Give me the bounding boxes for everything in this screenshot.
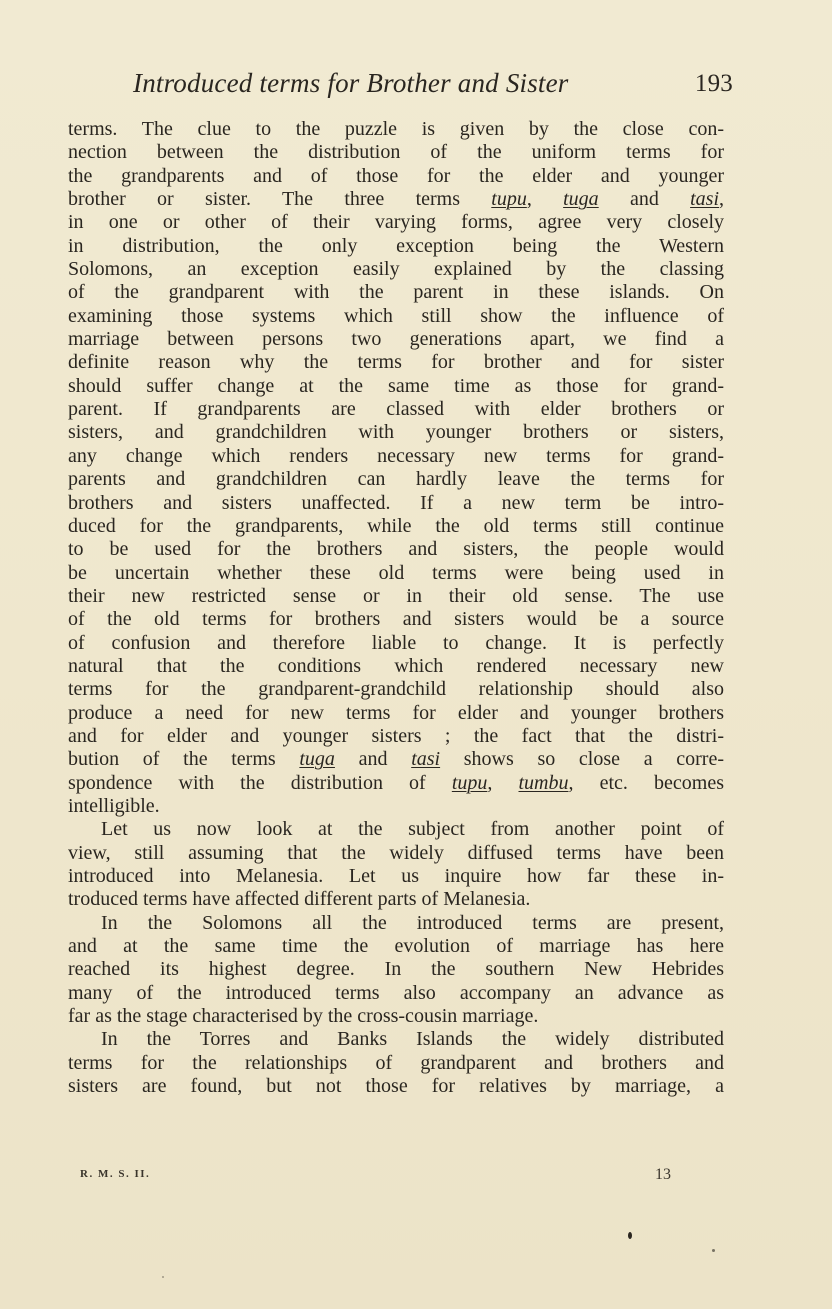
text-run: sisters, and grandchildren with younger brothers or sisters, bbox=[68, 421, 724, 444]
text-line bbox=[68, 188, 724, 211]
text-line bbox=[68, 328, 724, 351]
text-run: of the grandparent with the parent in these islands. On bbox=[68, 281, 724, 304]
text-line bbox=[68, 702, 724, 725]
text-run: view, still assuming that the widely diffused terms have been bbox=[68, 841, 724, 864]
text-run: in one or other of their varying forms, agree very closely bbox=[68, 211, 724, 234]
text-run: brother or sister. The three terms bbox=[68, 188, 492, 211]
text-line bbox=[68, 585, 724, 608]
text-run: in distribution, the only exception being the Western bbox=[68, 234, 724, 257]
text-line bbox=[68, 492, 724, 515]
text-run: marriage between persons two generations apart, we find a bbox=[68, 328, 724, 351]
paragraph bbox=[68, 1028, 724, 1098]
text-run: In the Solomons all the introduced terms are present, bbox=[101, 911, 724, 934]
text-run: , bbox=[487, 771, 519, 794]
text-line bbox=[68, 1005, 724, 1028]
text-run: duced for the grandparents, while the old terms still continue bbox=[68, 514, 724, 537]
text-line bbox=[68, 842, 724, 865]
text-line bbox=[68, 211, 724, 234]
text-line bbox=[68, 1075, 724, 1098]
text-run: and for elder and younger sisters ; the fact that the distri- bbox=[68, 724, 724, 747]
text-line bbox=[68, 818, 724, 841]
text-run: shows so close a corre- bbox=[440, 748, 724, 771]
text-run: examining those systems which still show the influence of bbox=[68, 304, 724, 327]
text-line bbox=[68, 1028, 724, 1051]
text-run: any change which renders necessary new terms for grand- bbox=[68, 444, 724, 467]
text-line bbox=[68, 608, 724, 631]
text-line bbox=[68, 678, 724, 701]
text-run: terms. The clue to the puzzle is given by the close con- bbox=[68, 118, 724, 140]
text-line bbox=[68, 235, 724, 258]
paragraph bbox=[68, 912, 724, 1029]
text-line bbox=[68, 165, 724, 188]
ink-speck bbox=[712, 1249, 715, 1252]
text-run: and bbox=[598, 188, 691, 211]
text-line bbox=[68, 912, 724, 935]
text-run: terms for the relationships of grandparent and brothers and bbox=[68, 1051, 724, 1074]
text-line bbox=[68, 141, 724, 164]
text-line bbox=[68, 748, 724, 771]
running-head bbox=[133, 68, 733, 108]
text-line bbox=[68, 655, 724, 678]
text-line bbox=[68, 468, 724, 491]
text-run: terms for the grandparent-grandchild relationship should also bbox=[68, 678, 724, 701]
text-line bbox=[68, 562, 724, 585]
text-line bbox=[68, 375, 724, 398]
text-line bbox=[68, 1052, 724, 1075]
text-run: natural that the conditions which rendered necessary new bbox=[68, 654, 724, 677]
text-line bbox=[68, 632, 724, 655]
signature-mark: R. M. S. II. bbox=[80, 1168, 151, 1180]
text-line bbox=[68, 281, 724, 304]
italic-term: tuga bbox=[563, 188, 599, 211]
text-run: many of the introduced terms also accompany an advance as bbox=[68, 981, 724, 1004]
ink-speck bbox=[628, 1232, 632, 1239]
text-run: and at the same time the evolution of marriage has here bbox=[68, 935, 724, 958]
text-run: produce a need for new terms for elder and younger brothers bbox=[68, 701, 724, 724]
text-line bbox=[68, 445, 724, 468]
text-run: sisters are found, but not those for relatives by marriage, a bbox=[68, 1075, 724, 1098]
text-run: brothers and sisters unaffected. If a new term be intro- bbox=[68, 491, 724, 514]
text-line bbox=[68, 772, 724, 795]
text-line bbox=[68, 935, 724, 958]
text-run: spondence with the distribution of bbox=[68, 771, 452, 794]
text-run: In the Torres and Banks Islands the widely distributed bbox=[101, 1028, 724, 1051]
text-run: be uncertain whether these old terms were being used in bbox=[68, 561, 724, 584]
text-line bbox=[68, 258, 724, 281]
text-line bbox=[68, 118, 724, 141]
text-run: Solomons, an exception easily explained by the classing bbox=[68, 258, 724, 281]
text-run: of the old terms for brothers and sisters would be a source bbox=[68, 608, 724, 631]
italic-term: tupu bbox=[451, 771, 488, 794]
sheet-number: 13 bbox=[655, 1166, 671, 1183]
text-line bbox=[68, 398, 724, 421]
text-run: parents and grandchildren can hardly leave the terms for bbox=[68, 468, 724, 491]
text-run: should suffer change at the same time as those for grand- bbox=[68, 374, 724, 397]
text-run: , bbox=[719, 188, 724, 211]
italic-term: tumbu bbox=[518, 771, 569, 794]
text-run: intelligible. bbox=[68, 794, 160, 817]
text-run: far as the stage characterised by the cross-cousin marriage. bbox=[68, 1005, 539, 1028]
text-run: the grandparents and of those for the elder and younger bbox=[68, 164, 724, 187]
text-run: their new restricted sense or in their old sense. The use bbox=[68, 584, 724, 607]
text-run: Let us now look at the subject from another point of bbox=[101, 818, 724, 841]
text-line bbox=[68, 421, 724, 444]
italic-term: tuga bbox=[299, 748, 335, 771]
text-line bbox=[68, 538, 724, 561]
running-head-title: Introduced terms for Brother and Sister bbox=[133, 68, 569, 98]
text-line bbox=[68, 865, 724, 888]
paragraph bbox=[68, 118, 724, 818]
text-run: , etc. becomes bbox=[568, 771, 724, 794]
text-run: of confusion and therefore liable to change. It is perfectly bbox=[68, 631, 724, 654]
ink-speck bbox=[162, 1276, 164, 1278]
text-line bbox=[68, 725, 724, 748]
page-number: 193 bbox=[694, 70, 733, 97]
text-run: to be used for the brothers and sisters, the people would bbox=[68, 538, 724, 561]
text-run: and bbox=[334, 748, 412, 771]
body-text bbox=[68, 118, 724, 1098]
text-run: , bbox=[526, 188, 564, 211]
paragraph bbox=[68, 818, 724, 911]
text-run: reached its highest degree. In the southern New Hebrides bbox=[68, 958, 724, 981]
text-run: nection between the distribution of the uniform terms for bbox=[68, 141, 724, 164]
text-run: parent. If grandparents are classed with elder brothers or bbox=[68, 398, 724, 421]
text-line bbox=[68, 515, 724, 538]
text-run: troduced terms have affected different parts of Melanesia. bbox=[68, 888, 531, 911]
text-line bbox=[68, 351, 724, 374]
text-line bbox=[68, 982, 724, 1005]
text-run: definite reason why the terms for brother and for sister bbox=[68, 351, 724, 374]
text-line bbox=[68, 888, 724, 911]
text-line bbox=[68, 305, 724, 328]
text-run: bution of the terms bbox=[68, 748, 300, 771]
text-run: introduced into Melanesia. Let us inquire how far these in- bbox=[68, 865, 724, 887]
italic-term: tasi bbox=[690, 188, 720, 211]
text-line bbox=[68, 795, 724, 818]
italic-term: tasi bbox=[411, 748, 441, 771]
italic-term: tupu bbox=[491, 188, 527, 211]
text-line bbox=[68, 958, 724, 981]
